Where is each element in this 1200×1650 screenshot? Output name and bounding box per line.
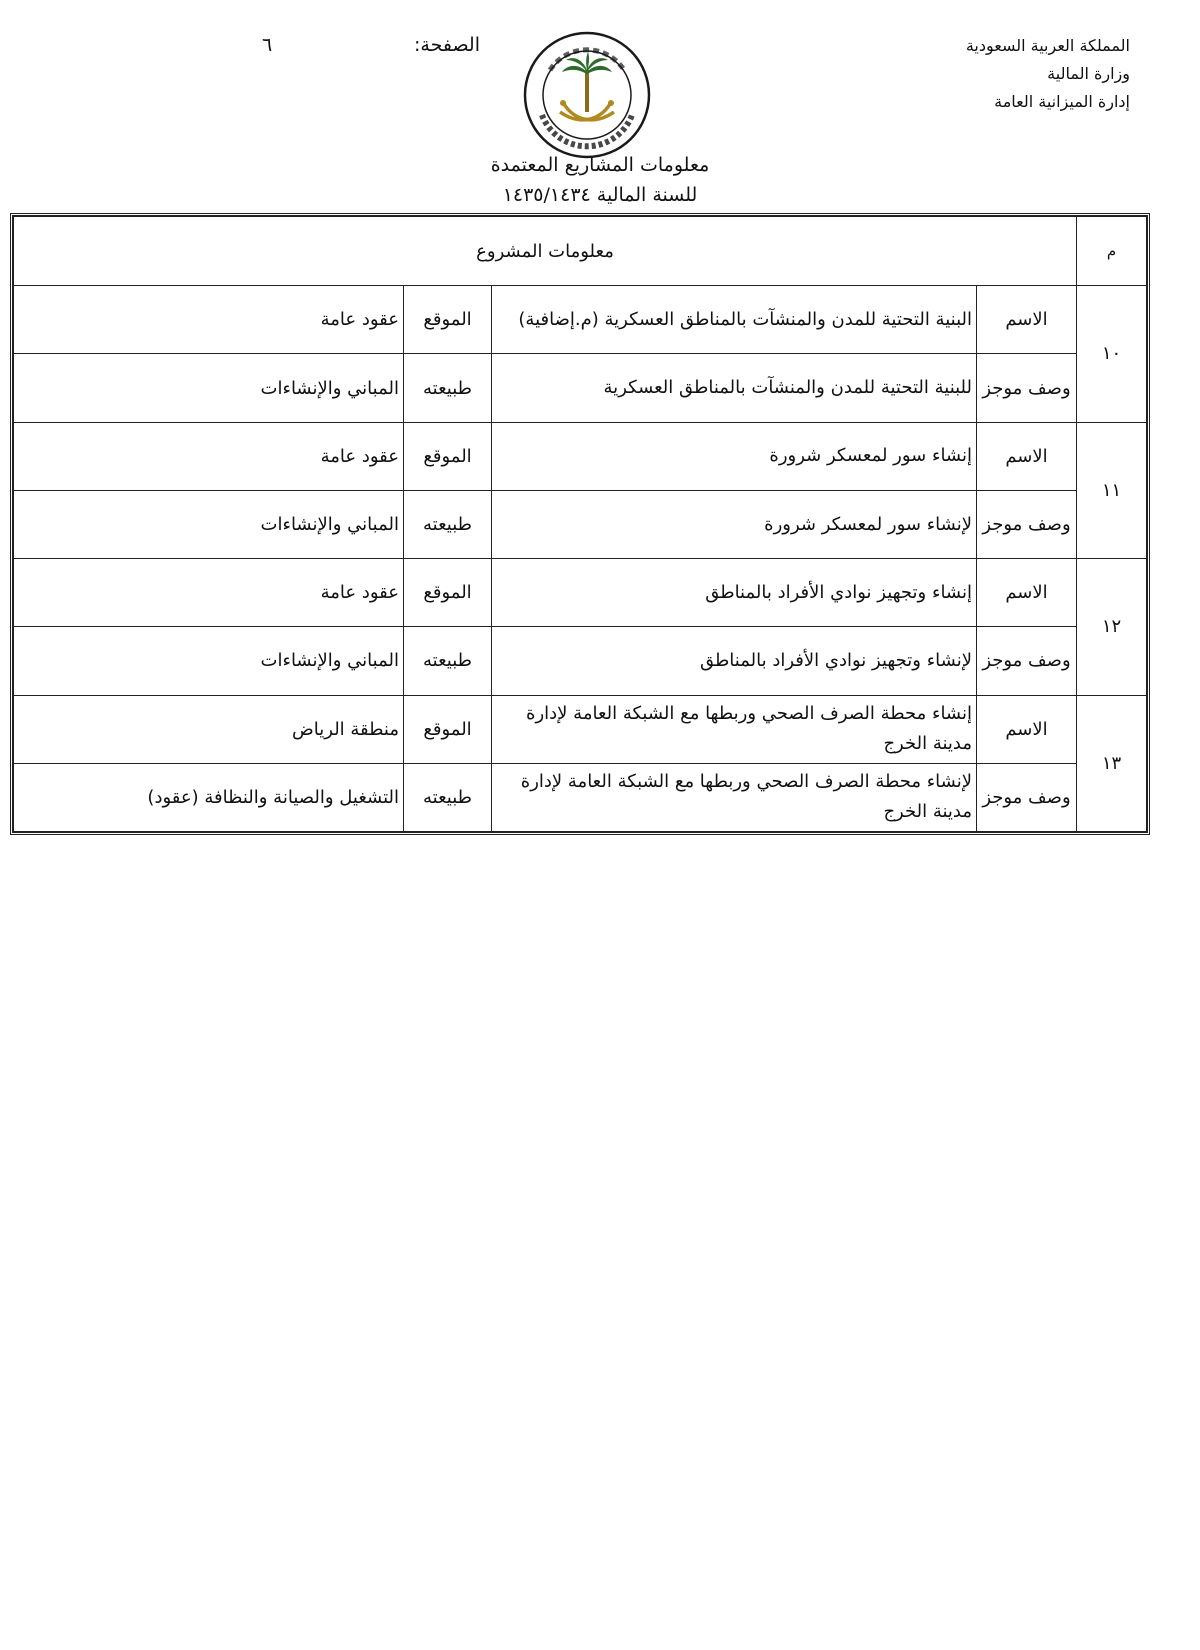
header-num: م	[1077, 217, 1147, 286]
location-label: الموقع	[404, 422, 492, 490]
title-line-1: معلومات المشاريع المعتمدة	[490, 154, 710, 176]
desc-label: وصف موجز	[977, 763, 1077, 831]
projects-table	[10, 213, 1150, 835]
kingdom-name: المملكة العربية السعودية	[965, 36, 1130, 55]
location-label: الموقع	[404, 559, 492, 627]
project-name: إنشاء محطة الصرف الصحي وربطها مع الشبكة العامة لإدارة مدينة الخرج	[492, 695, 977, 763]
project-desc: للبنية التحتية للمدن والمنشآت بالمناطق العسكرية	[492, 354, 977, 422]
nature-label: طبيعته	[404, 763, 492, 831]
title-line-2: للسنة المالية ١٤٣٥/١٤٣٤	[502, 184, 698, 206]
document-title	[380, 150, 820, 210]
project-location: عقود عامة	[14, 559, 404, 627]
table-row	[14, 354, 1147, 422]
row-number: ١٢	[1077, 559, 1147, 695]
project-location: عقود عامة	[14, 422, 404, 490]
project-nature: التشغيل والصيانة والنظافة (عقود)	[14, 763, 404, 831]
desc-label: وصف موجز	[977, 354, 1077, 422]
page-number-value: ٦	[262, 34, 273, 56]
table-row	[14, 286, 1147, 354]
table-row	[14, 695, 1147, 763]
table-row	[14, 422, 1147, 490]
project-name: إنشاء سور لمعسكر شرورة	[492, 422, 977, 490]
page-number	[240, 34, 480, 62]
name-label: الاسم	[977, 559, 1077, 627]
desc-label: وصف موجز	[977, 627, 1077, 695]
ministry-name: وزارة المالية	[1047, 64, 1130, 83]
table-row	[14, 763, 1147, 831]
nature-label: طبيعته	[404, 354, 492, 422]
project-location: عقود عامة	[14, 286, 404, 354]
project-name: البنية التحتية للمدن والمنشآت بالمناطق العسكرية (م.إضافية)	[492, 286, 977, 354]
project-location: منطقة الرياض	[14, 695, 404, 763]
project-name: إنشاء وتجهيز نوادي الأفراد بالمناطق	[492, 559, 977, 627]
row-number: ١١	[1077, 422, 1147, 558]
location-label: الموقع	[404, 286, 492, 354]
table-row	[14, 490, 1147, 558]
project-nature: المباني والإنشاءات	[14, 627, 404, 695]
row-number: ١٣	[1077, 695, 1147, 831]
header-project-info: معلومات المشروع	[14, 217, 1077, 286]
department-name: إدارة الميزانية العامة	[994, 92, 1130, 111]
letterhead	[870, 32, 1130, 116]
project-desc: لإنشاء وتجهيز نوادي الأفراد بالمناطق	[492, 627, 977, 695]
project-desc: لإنشاء سور لمعسكر شرورة	[492, 490, 977, 558]
ministry-seal-logo	[522, 30, 652, 160]
table-header-row	[14, 217, 1147, 286]
project-nature: المباني والإنشاءات	[14, 490, 404, 558]
name-label: الاسم	[977, 286, 1077, 354]
table-row	[14, 559, 1147, 627]
table-row	[14, 627, 1147, 695]
project-nature: المباني والإنشاءات	[14, 354, 404, 422]
name-label: الاسم	[977, 695, 1077, 763]
row-number: ١٠	[1077, 286, 1147, 422]
desc-label: وصف موجز	[977, 490, 1077, 558]
nature-label: طبيعته	[404, 490, 492, 558]
nature-label: طبيعته	[404, 627, 492, 695]
project-desc: لإنشاء محطة الصرف الصحي وربطها مع الشبكة العامة لإدارة مدينة الخرج	[492, 763, 977, 831]
name-label: الاسم	[977, 422, 1077, 490]
page-label: الصفحة:	[413, 34, 480, 56]
location-label: الموقع	[404, 695, 492, 763]
